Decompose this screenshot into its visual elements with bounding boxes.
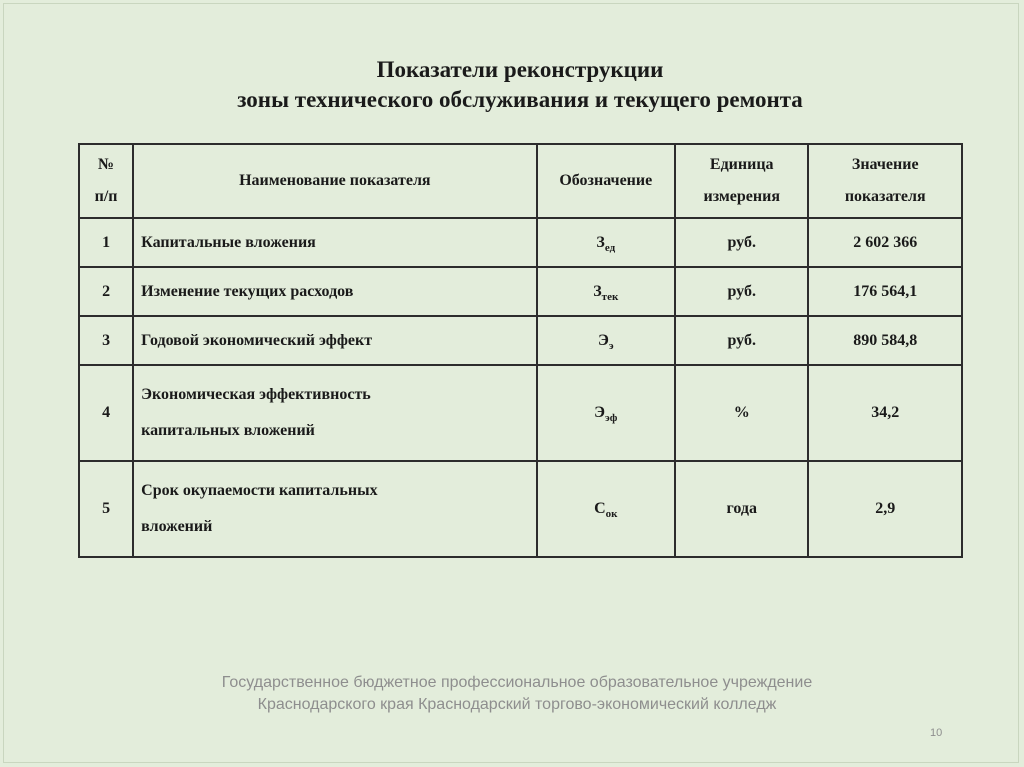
row-name: Срок окупаемости капитальных вложений <box>133 461 536 557</box>
row-value: 2,9 <box>808 461 962 557</box>
header-name: Наименование показателя <box>133 144 536 218</box>
row-symbol: $Э_{эф}$ <box>537 365 675 461</box>
row-name: Годовой экономический эффект <box>133 316 536 365</box>
header-unit: Единица измерения <box>675 144 808 218</box>
row-symbol: $З_{тек}$ <box>537 267 675 316</box>
title-line-1: Показатели реконструкции <box>376 57 664 82</box>
row-value: 2 602 366 <box>808 218 962 267</box>
row-num: 2 <box>79 267 133 316</box>
page-number: 10 <box>930 727 943 739</box>
row-name: Изменение текущих расходов <box>133 267 536 316</box>
row-name: Капитальные вложения <box>133 218 536 267</box>
header-symbol: Обозначение <box>537 144 675 218</box>
row-num: 3 <box>79 316 133 365</box>
row-symbol: $С_{ок}$ <box>537 461 675 557</box>
header-value: Значение показателя <box>808 144 962 218</box>
table-header-row <box>79 144 962 218</box>
row-value: 34,2 <box>808 365 962 461</box>
title-line-2: зоны технического обслуживания и текущего ремонта <box>237 87 803 112</box>
row-unit: года <box>675 461 808 557</box>
table-row <box>79 218 962 267</box>
table-row <box>79 365 962 461</box>
row-symbol: $З_{ед}$ <box>537 218 675 267</box>
row-unit: руб. <box>675 218 808 267</box>
table-row <box>79 267 962 316</box>
row-value: 176 564,1 <box>808 267 962 316</box>
row-symbol: $Э_э$ <box>537 316 675 365</box>
row-value: 890 584,8 <box>808 316 962 365</box>
row-num: 1 <box>79 218 133 267</box>
table-row <box>79 316 962 365</box>
table-row <box>79 461 962 557</box>
slide-title <box>0 55 1024 115</box>
row-unit: % <box>675 365 808 461</box>
footer <box>0 672 1024 716</box>
indicators-table <box>78 143 963 558</box>
row-name: Экономическая эффективность капитальных вложений <box>133 365 536 461</box>
row-num: 4 <box>79 365 133 461</box>
row-unit: руб. <box>675 316 808 365</box>
header-num: № п/п <box>79 144 133 218</box>
footer-line-2: Краснодарского края Краснодарский торгово-экономический колледж <box>257 696 777 713</box>
row-unit: руб. <box>675 267 808 316</box>
row-num: 5 <box>79 461 133 557</box>
footer-line-1: Государственное бюджетное профессиональное образовательное учреждение <box>221 674 813 691</box>
